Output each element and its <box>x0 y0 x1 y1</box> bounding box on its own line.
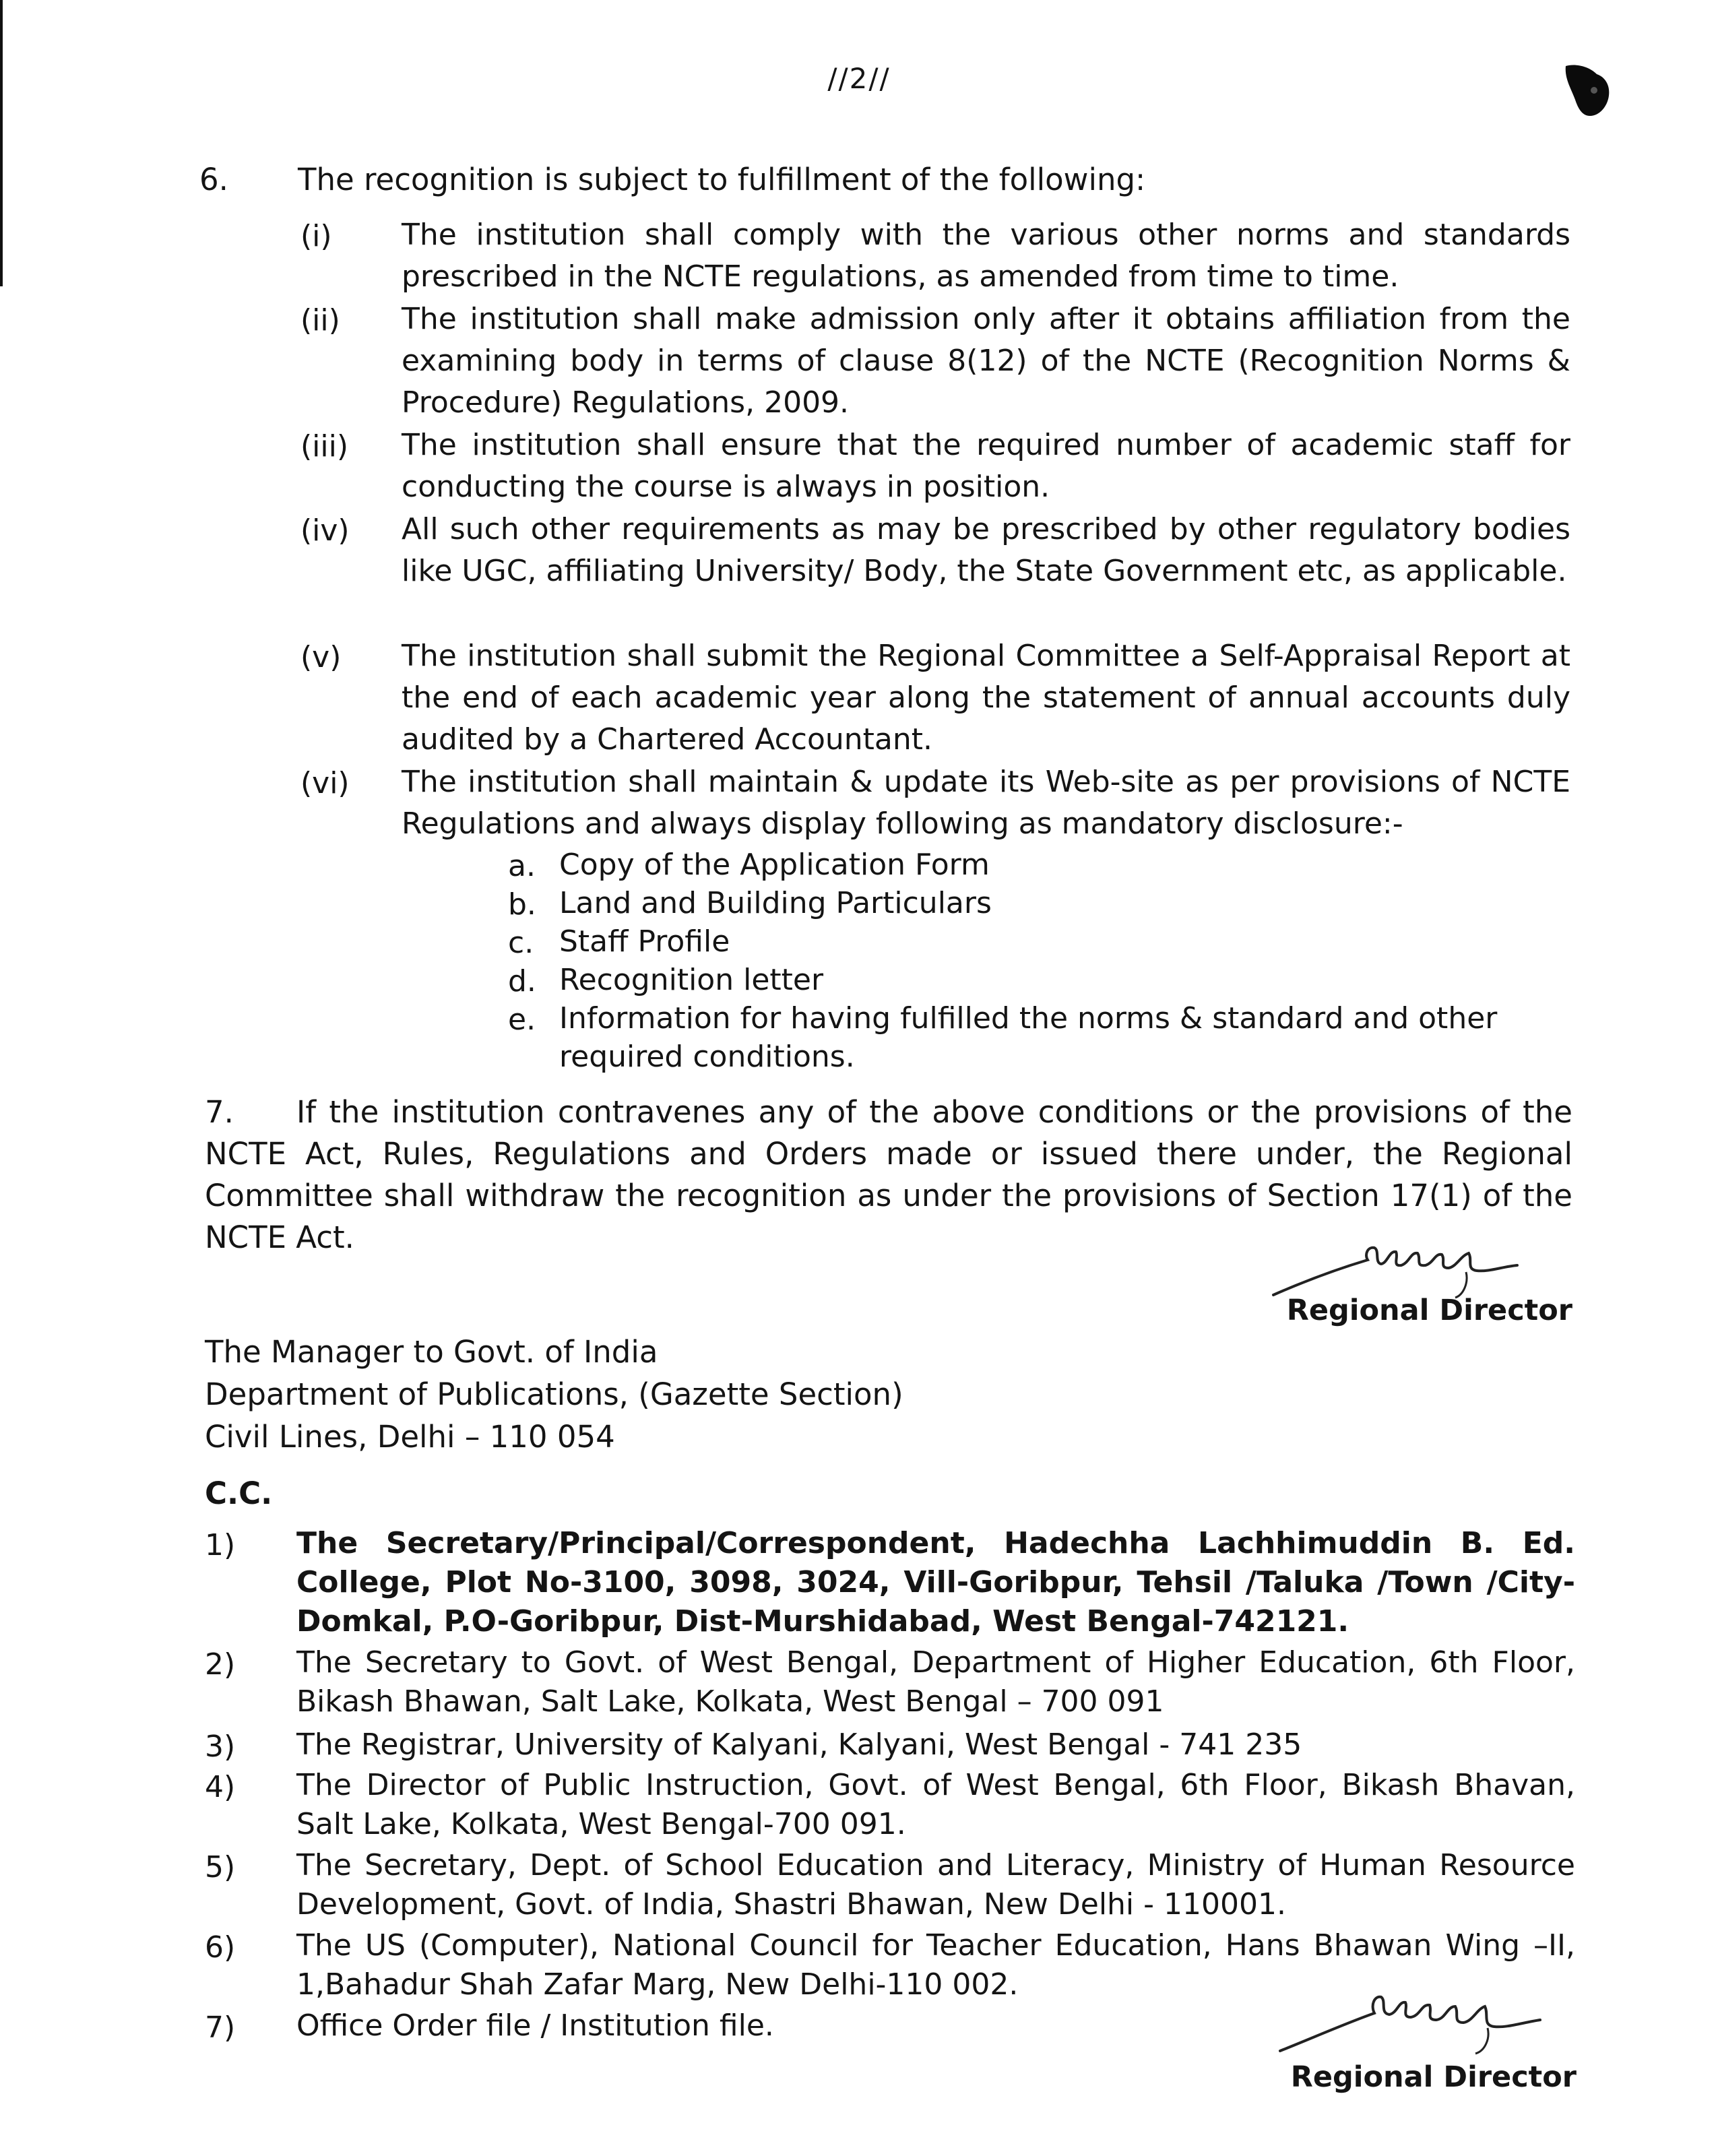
page-number: //2// <box>827 62 891 95</box>
signature-mark <box>1273 1981 1556 2062</box>
condition-label: (i) <box>300 219 332 253</box>
disclosure-text: Copy of the Application Form <box>559 848 990 882</box>
signatory-title: Regional Director <box>1290 2060 1577 2094</box>
condition-label: (v) <box>300 640 342 674</box>
condition-text: The institution shall maintain & update its Web-site as per provisions of NCTE Regulations and always display following as mandatory disclosure:- <box>402 765 1570 841</box>
disclosure-text: Recognition letter <box>559 963 824 997</box>
clause-6-number: 6. <box>199 162 228 197</box>
condition-text: The institution shall make admission only after it obtains affiliation from the examining body in terms of clause 8(12) of the NCTE (Recognition Norms & Procedure) Regulations, 2009. <box>402 302 1570 420</box>
cc-item-number: 6) <box>205 1930 236 1965</box>
cc-item-number: 5) <box>205 1850 236 1884</box>
disclosure-label: c. <box>508 926 534 960</box>
condition-label: (vi) <box>300 766 350 800</box>
signatory-title: Regional Director <box>1286 1294 1572 1327</box>
cc-item-number: 1) <box>205 1528 236 1562</box>
cc-item-text: The Director of Public Instruction, Govt. of West Bengal, 6th Floor, Bikash Bhavan, Salt Lake, Kolkata, West Bengal-700 091. <box>296 1768 1575 1841</box>
signature-block-2 <box>1246 2060 1577 2094</box>
clause-7-number: 7. <box>205 1094 234 1130</box>
condition-text: The institution shall comply with the various other norms and standards prescribed in the NCTE regulations, as amended from time to time. <box>402 218 1570 294</box>
addressee-line: Civil Lines, Delhi – 110 054 <box>205 1419 615 1455</box>
disclosure-text: Land and Building Particulars <box>559 886 992 920</box>
disclosure-label: d. <box>508 964 536 998</box>
condition-label: (iii) <box>300 429 349 464</box>
cc-item-text: The US (Computer), National Council for Teacher Education, Hans Bhawan Wing –II, 1,Bahadur Shah Zafar Marg, New Delhi-110 002. <box>296 1928 1575 2002</box>
addressee-line: The Manager to Govt. of India <box>205 1334 658 1370</box>
cc-item-text: The Secretary/Principal/Correspondent, Hadechha Lachhimuddin B. Ed. College, Plot No-3100, 3098, 3024, Vill-Goribpur, Tehsil /Taluka /Town /City-Domkal, P.O-Goribpur, Dist-Murshidabad, West Bengal-742121. <box>296 1526 1575 1639</box>
clause-6-intro: The recognition is subject to fulfillment of the following: <box>298 162 1146 197</box>
disclosure-label: e. <box>508 1003 536 1037</box>
condition-text: All such other requirements as may be prescribed by other regulatory bodies like UGC, affiliating University/ Body, the State Government etc, as applicable. <box>402 512 1570 588</box>
cc-item-number: 7) <box>205 2010 236 2045</box>
disclosure-text: Staff Profile <box>559 924 730 959</box>
condition-text: The institution shall ensure that the required number of academic staff for conducting the course is always in position. <box>402 428 1570 504</box>
disclosure-text: Information for having fulfilled the norms & standard and other required conditions. <box>559 1001 1498 1074</box>
disclosure-label: a. <box>508 849 536 883</box>
cc-item-text: The Secretary, Dept. of School Education and Literacy, Ministry of Human Resource Development, Govt. of India, Shastri Bhawan, New Delhi - 110001. <box>296 1848 1575 1922</box>
condition-text: The institution shall submit the Regional Committee a Self-Appraisal Report at the end of each academic year along the statement of annual accounts duly audited by a Chartered Accountant. <box>402 639 1570 757</box>
cc-item-text: The Secretary to Govt. of West Bengal, Department of Higher Education, 6th Floor, Bikash Bhawan, Salt Lake, Kolkata, West Bengal – 700 091 <box>296 1645 1575 1719</box>
cc-heading: C.C. <box>205 1476 273 1511</box>
condition-label: (iv) <box>300 513 350 548</box>
cc-item-text: Office Order file / Institution file. <box>296 2008 774 2043</box>
cc-item-number: 2) <box>205 1647 236 1682</box>
cc-item-number: 4) <box>205 1770 236 1804</box>
disclosure-label: b. <box>508 887 536 922</box>
signature-block-1 <box>1246 1294 1572 1327</box>
cc-item-number: 3) <box>205 1730 236 1764</box>
clause-7-text: If the institution contravenes any of the above conditions or the provisions of the NCTE Act, Rules, Regulations and Orders made or issued there under, the Regional Committee shall withdraw the recognition as under the provisions of Section 17(1) of the NCTE Act. <box>205 1094 1572 1255</box>
scan-edge-mark <box>0 0 3 286</box>
cc-item-text: The Registrar, University of Kalyani, Kalyani, West Bengal - 741 235 <box>296 1727 1302 1762</box>
addressee-line: Department of Publications, (Gazette Section) <box>205 1376 903 1412</box>
condition-label: (ii) <box>300 303 340 338</box>
